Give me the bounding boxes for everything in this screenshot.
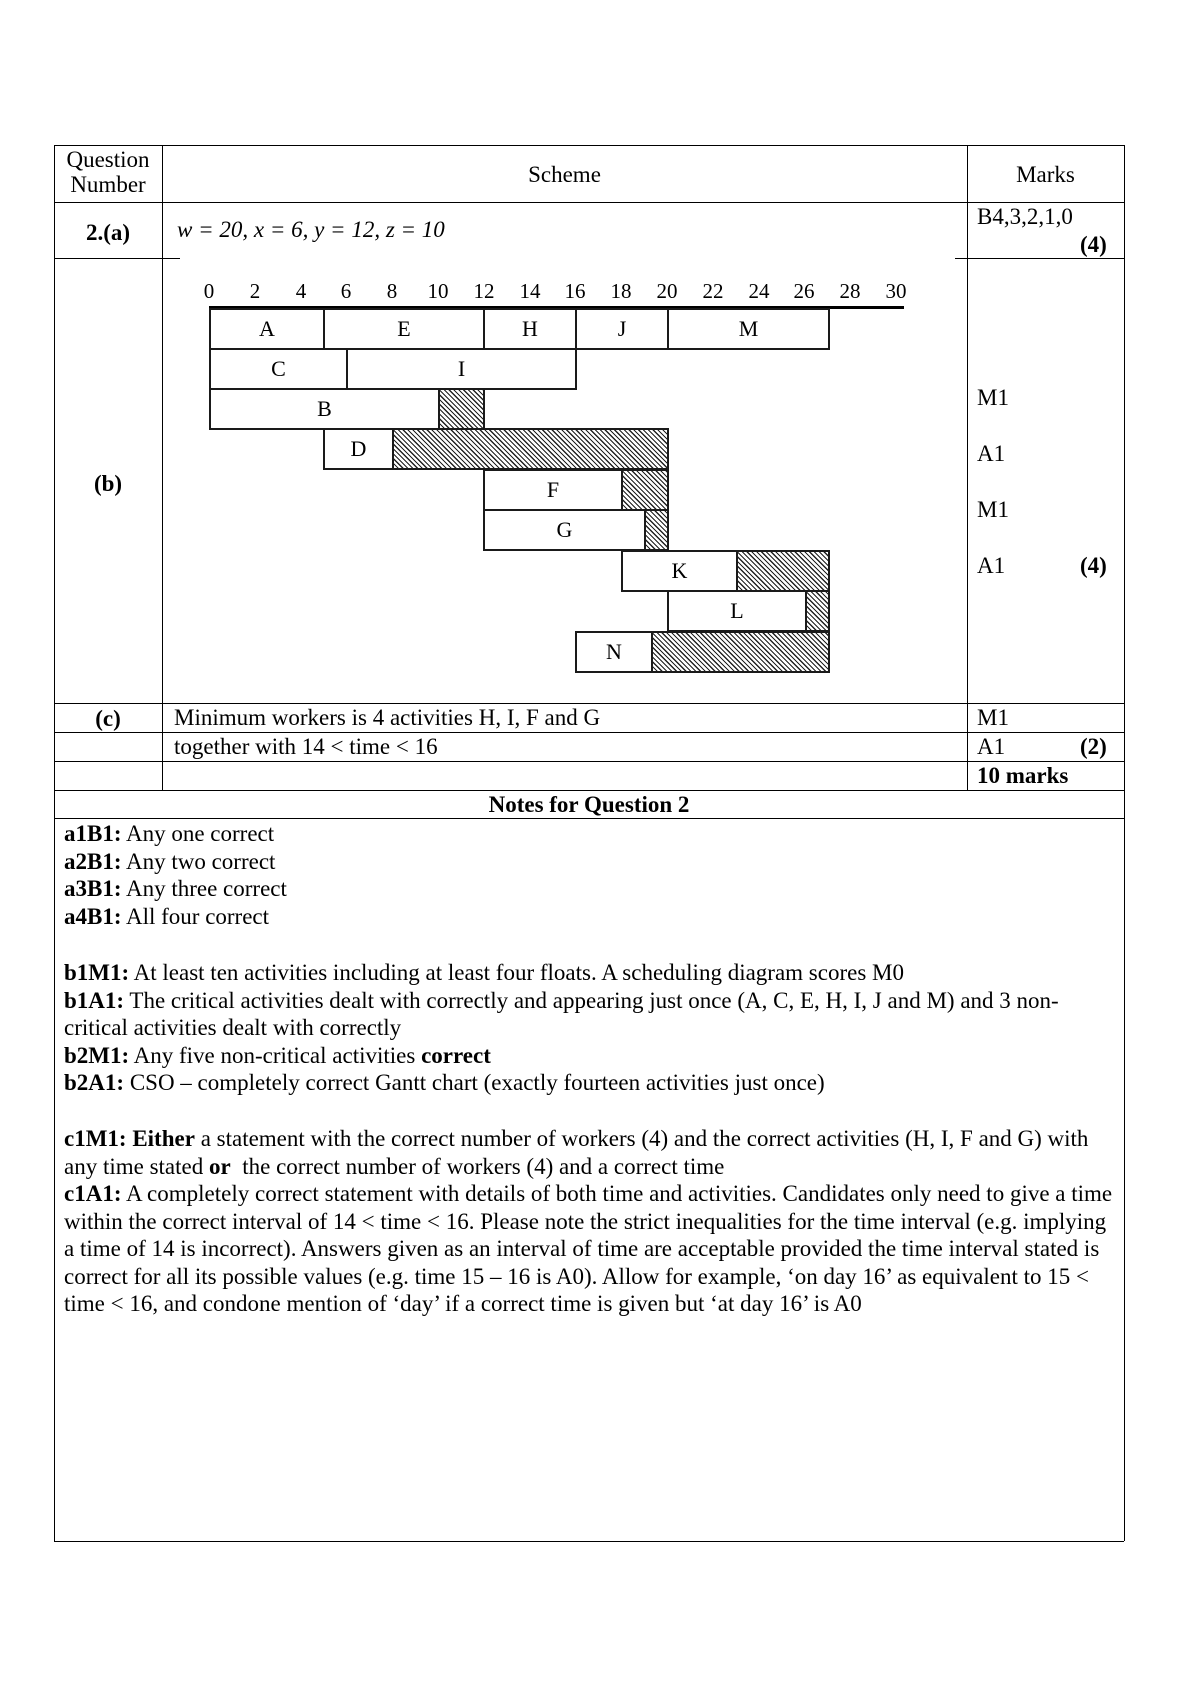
part-b-mark-1: M1 [977,385,1009,410]
part-c-mark-1: M1 [977,705,1009,730]
part-b-label: (b) [93,471,123,496]
tick-label: 8 [386,279,398,303]
part-a-label: 2.(a) [85,220,131,245]
activity-f: F [483,469,623,511]
part-a-divider-stub [162,258,180,259]
notes-title: Notes for Question 2 [488,792,690,817]
float-k [736,550,830,592]
note-c1m1: c1M1: Either a statement with the correct number of workers (4) and the correct activities (H, I, F and G) with any time stated or the correct number of workers (4) and a correct time [64,1126,1089,1179]
tick-label: 10 [427,279,449,303]
tick-label: 18 [610,279,632,303]
table-top-border [54,145,1124,146]
part-a-marks: B4,3,2,1,0 [977,204,1073,229]
part-c-line-1: Minimum workers is 4 activities H, I, F and G [174,705,601,730]
question-number-header: Question Number [66,147,150,197]
tick-label: 4 [295,279,307,303]
activity-c: C [209,348,348,390]
tick-label: 2 [249,279,261,303]
activity-k: K [621,550,738,592]
table-bottom-border [54,1541,1124,1542]
note-b1a1: b1A1: The critical activities dealt with correctly and appearing just once (A, C, E, H, I, J and M) and 3 non-critical activities dealt with correctly [64,987,1059,1040]
activity-i: I [346,348,577,390]
activity-e: E [323,308,485,350]
part-a-marks-total: (4) [1080,232,1107,257]
float-g [644,509,669,551]
part-c-marks-total: (2) [1080,734,1107,759]
note-a3: a3B1: Any three correct [64,876,287,901]
activity-g: G [483,509,646,551]
note-a2: a2B1: Any two correct [64,848,276,874]
tick-label: 30 [885,279,907,303]
activity-m: M [667,308,830,350]
tick-label: 20 [656,279,678,303]
marks-header: Marks [1016,162,1075,187]
note-b2a1: b2A1: CSO – completely correct Gantt chart (exactly fourteen activities just once) [64,1070,825,1095]
tick-label: 28 [839,279,861,303]
part-c-line-2: together with 14 < time < 16 [174,734,438,759]
note-b1m1: b1M1: At least ten activities including at least four floats. A scheduling diagram scores M0 [64,960,904,985]
note-c1a1: c1A1: A completely correct statement with details of both time and activities. Candidates only need to give a time within the correct interval of 14 < time < 16. Please note the strict inequalities for the time interval (e.g. implying a time of 14 is incorrect). Answers given as an interval of time are acceptable provided the time interval stated is correct for all its possible values (e.g. time 15 – 16 is A0). Allow for example, ‘on day 16’ as equivalent to 15 < time < 16, and condone mention of ‘day’ if a correct time is given but ‘at day 16’ is A0 [64,1181,1113,1316]
activity-d: D [323,428,394,470]
activity-a: A [209,308,325,350]
activity-b: B [209,388,440,430]
float-l [805,590,830,632]
float-d [392,428,669,470]
part-a-divider-right [955,258,1124,259]
part-b-mark-2: A1 [977,441,1006,466]
notes-part-a [64,820,1120,930]
part-b-mark-3: M1 [977,497,1009,522]
activity-j: J [575,308,669,350]
notes-title-divider [54,818,1124,819]
float-n [651,631,830,673]
part-b-marks-total: (4) [1080,553,1107,578]
note-a1: a1B1: Any one correct [64,821,275,846]
tick-label: 12 [473,279,495,303]
tick-label: 16 [564,279,586,303]
part-c-mark-2: A1 [977,734,1006,759]
header-divider [54,202,1124,203]
marks-column-divider [967,145,968,790]
float-f [621,469,669,511]
question-column-divider [162,145,163,790]
table-left-border [54,145,55,1541]
activity-l: L [667,590,807,632]
notes-part-b [64,959,1120,1097]
part-a-divider-left [54,258,162,259]
table-right-border [1124,145,1125,1541]
tick-label: 6 [340,279,352,303]
float-b [438,388,485,430]
tick-label: 14 [519,279,541,303]
note-b2m1: b2M1: Any five non-critical activities correct [64,1042,491,1068]
activity-h: H [483,308,577,350]
note-a4: a4B1: All four correct [64,903,270,929]
part-c-label: (c) [95,706,121,731]
tick-label: 0 [203,279,215,303]
tick-label: 24 [748,279,770,303]
part-c-divider-2 [54,761,1124,762]
notes-part-c [64,1125,1120,1318]
tick-label: 22 [702,279,724,303]
scheme-header: Scheme [528,162,601,187]
part-b-mark-4: A1 [977,553,1006,578]
tick-label: 26 [793,279,815,303]
total-marks: 10 marks [977,763,1069,788]
part-a-answer: w = 20, x = 6, y = 12, z = 10 [177,217,445,242]
activity-n: N [575,631,653,673]
